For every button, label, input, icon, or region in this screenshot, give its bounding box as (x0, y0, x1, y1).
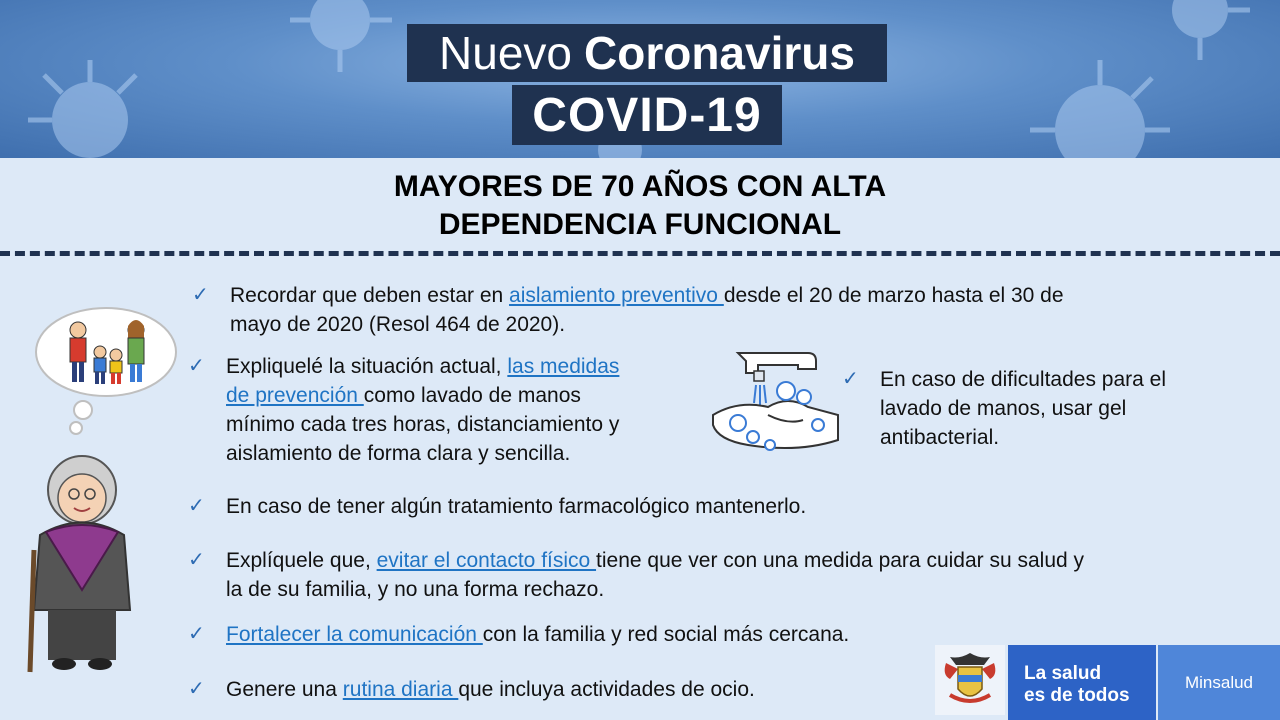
slogan-badge (1008, 645, 1156, 720)
banner-title-light: Nuevo (439, 27, 572, 79)
checkmark-icon: ✓ (188, 623, 205, 645)
banner (0, 0, 1280, 158)
list-item: ✓ En caso de tener algún tratamiento farmacológico mantenerlo. (188, 492, 1188, 521)
link-fortalecer-comunicacion[interactable]: Fortalecer la comunicación (226, 623, 483, 646)
hand-washing-icon (708, 345, 848, 460)
checkmark-icon: ✓ (188, 549, 205, 571)
link-medidas-prevencion[interactable]: las medidas (507, 355, 620, 378)
slogan-line1: La salud (1024, 663, 1102, 684)
list-item: ✓ En caso de dificultades para el lavado de manos, usar gel antibacterial. (842, 365, 1242, 452)
ministry-badge: Minsalud (1158, 645, 1280, 720)
checkmark-icon: ✓ (842, 368, 859, 390)
checkmark-icon: ✓ (192, 284, 209, 306)
checkmark-icon: ✓ (188, 495, 205, 517)
list-item: ✓ Explíquele que, evitar el contacto físico tiene que ver con una medida para cuidar su salud y la de su familia, y no una forma rechazo. (188, 546, 1258, 604)
page-title-line2: DEPENDENCIA FUNCIONAL (438, 208, 842, 241)
coat-of-arms-icon (942, 649, 998, 711)
checkmark-icon: ✓ (188, 355, 205, 377)
list-item: ✓ Fortalecer la comunicación con la familia y red social más cercana. (188, 620, 988, 649)
link-aislamiento-preventivo[interactable]: aislamiento preventivo (509, 284, 724, 307)
dashed-divider (0, 251, 1280, 256)
list-item: ✓ Genere una rutina diaria que incluya actividades de ocio. (188, 675, 908, 704)
list-item: ✓ Expliquelé la situación actual, las medidas de prevención como lavado de manos mínimo cada tres horas, distanciamiento y aislamiento de forma clara y sencilla. (188, 352, 708, 468)
link-evitar-contacto[interactable]: evitar el contacto físico (376, 549, 597, 572)
banner-title (407, 24, 887, 82)
link-medidas-prevencion-cont[interactable]: de prevención (226, 384, 364, 407)
slogan-line2: es de todos (1024, 685, 1130, 706)
checkmark-icon: ✓ (188, 678, 205, 700)
link-rutina-diaria[interactable]: rutina diaria (342, 678, 459, 701)
banner-title-bold: Coronavirus (584, 27, 855, 79)
banner-subtitle: COVID-19 (512, 85, 782, 145)
grandmother-icon (20, 440, 140, 680)
family-icon (28, 300, 178, 440)
page-title-line1: MAYORES DE 70 AÑOS CON ALTA (393, 170, 887, 203)
list-item: ✓ Recordar que deben estar en aislamiento preventivo desde el 20 de marzo hasta el 30 de mayo de 2020 (Resol 464 de 2020). (192, 281, 1252, 339)
page-title (290, 168, 990, 244)
coat-of-arms-logo (935, 645, 1005, 715)
